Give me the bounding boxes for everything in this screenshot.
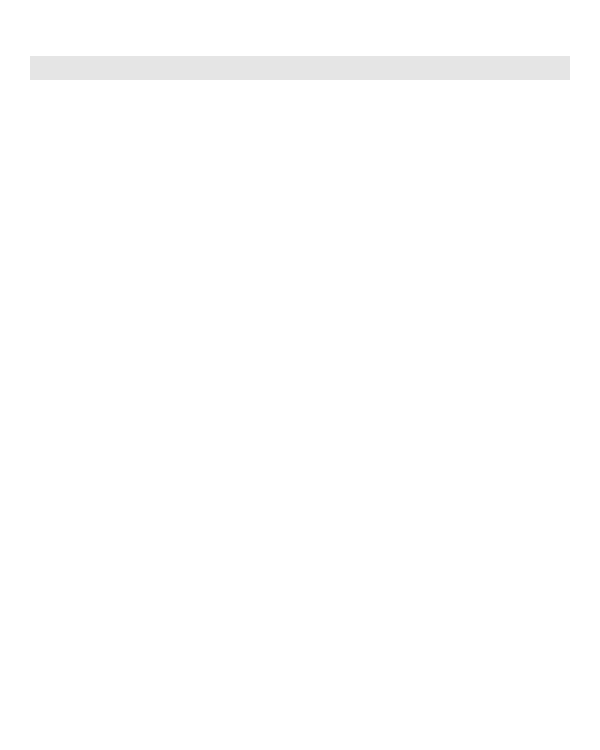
text-line [127, 614, 498, 634]
text-line [103, 292, 498, 312]
quote-line [148, 151, 493, 171]
text-line [103, 372, 498, 392]
quote-line [148, 493, 493, 513]
text-line [103, 272, 498, 292]
text-line [103, 634, 498, 654]
quote-line [125, 573, 493, 593]
text-line [103, 412, 498, 432]
text-line [103, 110, 498, 130]
text-line [103, 312, 498, 332]
text-line [103, 432, 498, 452]
quote-line [125, 553, 493, 573]
quote-line [125, 171, 493, 191]
text-line [103, 90, 498, 110]
quote-line [125, 191, 493, 211]
quote-line [125, 533, 493, 553]
text-line [103, 352, 498, 372]
text-line [127, 232, 498, 252]
text-line [127, 332, 498, 352]
text-line [103, 452, 498, 472]
quote-line [125, 513, 493, 533]
text-line [103, 252, 498, 272]
text-line [127, 392, 498, 412]
